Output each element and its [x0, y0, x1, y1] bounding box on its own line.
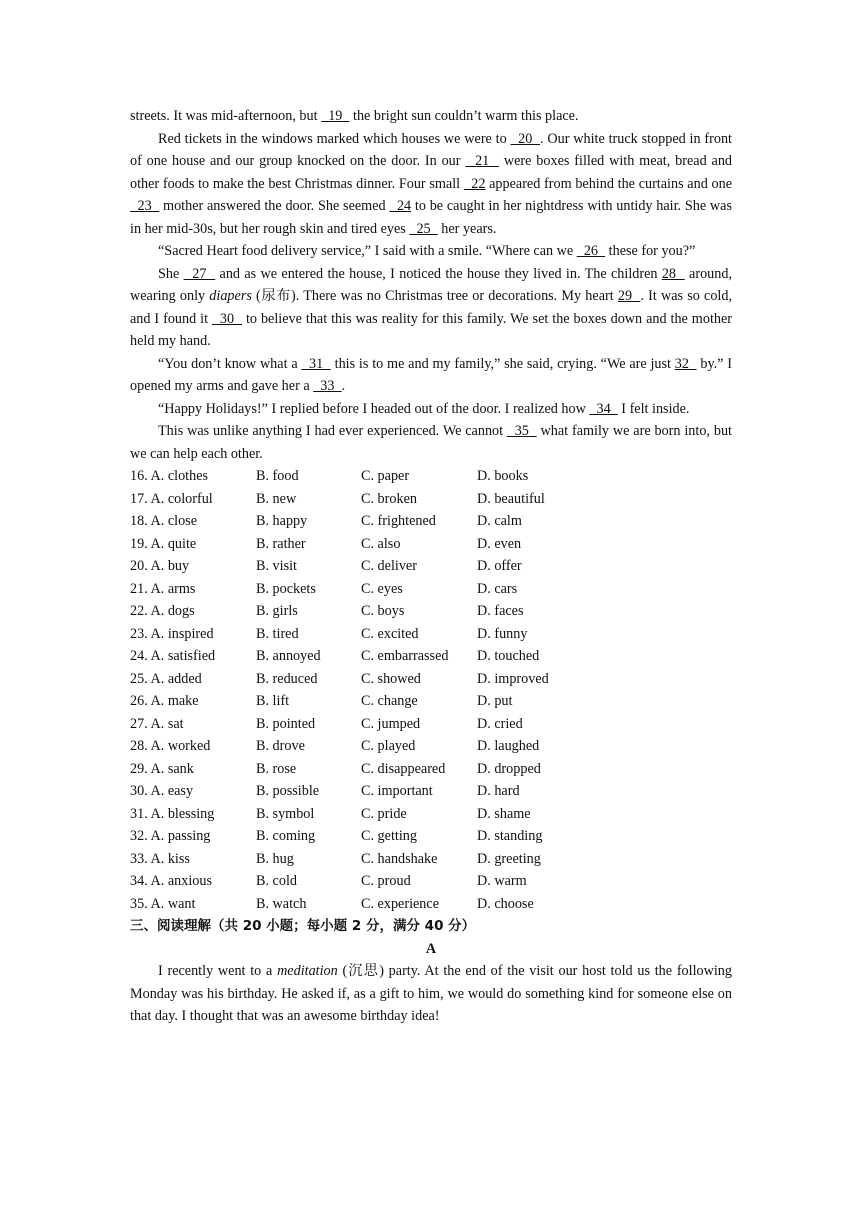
blank-19: 19 [321, 108, 350, 124]
option-b: B. food [256, 468, 299, 484]
option-d: D. touched [477, 648, 540, 664]
option-a: 21. A. arms [130, 580, 196, 597]
text: . It was so cold, and I found it [130, 288, 733, 327]
option-row [130, 758, 732, 781]
option-c: C. eyes [361, 580, 403, 597]
option-a: 23. A. inspired [130, 625, 214, 642]
option-b: B. cold [256, 873, 297, 889]
option-row [130, 488, 732, 511]
text: (沉思) party. At the end of the visit our host told us the following Monday was his birthday. He asked if, as a gift to him, we would do something kind for someone else on that day. I thought that was an awesome birthday idea! [130, 963, 732, 1024]
italic-word: meditation [277, 963, 338, 979]
option-b: B. hug [256, 850, 294, 867]
text: the bright sun couldn’t warm this place. [349, 108, 579, 124]
blank-32: 32 [674, 355, 697, 372]
text: streets. It was mid-afternoon, but [130, 108, 322, 124]
blank-24: 24 [389, 198, 412, 214]
option-c: C. jumped [361, 715, 421, 732]
option-b: B. possible [256, 783, 320, 799]
option-d: D. laughed [477, 738, 540, 754]
text: her years. [437, 220, 497, 237]
option-a: 33. A. kiss [130, 850, 190, 867]
option-a: 17. A. colorful [130, 490, 213, 507]
option-a: 34. A. anxious [130, 873, 212, 889]
option-d: D. hard [477, 783, 520, 799]
blank-26: 26 [576, 243, 606, 259]
option-a: 20. A. buy [130, 558, 190, 574]
option-d: D. standing [477, 828, 543, 844]
paragraph-4 [130, 263, 732, 353]
blank-22: 22 [463, 175, 486, 192]
option-c: C. important [361, 783, 433, 799]
option-a: 26. A. make [130, 693, 199, 709]
option-a: 18. A. close [130, 513, 197, 529]
option-row [130, 600, 732, 623]
option-b: B. reduced [256, 670, 318, 687]
blank-20: 20 [510, 130, 541, 147]
paragraph-5 [130, 353, 732, 398]
text: “Happy Holidays!” I replied before I headed out of the door. I realized how [158, 400, 590, 417]
option-d: D. improved [477, 670, 549, 687]
option-b: B. new [256, 490, 297, 507]
text: . [341, 378, 346, 394]
option-d: D. calm [477, 513, 522, 529]
option-b: B. visit [256, 558, 297, 574]
text: what family we are born into, but we can help each other. [130, 423, 732, 462]
option-d: D. beautiful [477, 490, 545, 507]
option-b: B. drove [256, 738, 305, 754]
option-d: D. funny [477, 625, 528, 642]
option-c: C. change [361, 693, 418, 709]
option-a: 25. A. added [130, 670, 202, 687]
part-label: A [425, 940, 437, 957]
blank-29: 29 [617, 288, 641, 304]
text: around, wearing only [130, 265, 732, 304]
option-c: C. broken [361, 490, 417, 507]
paragraph-6 [130, 398, 732, 421]
option-row [130, 780, 732, 803]
option-a: 32. A. passing [130, 828, 211, 844]
option-b: B. tired [256, 625, 299, 642]
option-a: 27. A. sat [130, 715, 184, 732]
italic-word: diapers [209, 288, 252, 304]
option-row [130, 465, 732, 488]
option-c: C. handshake [361, 850, 438, 867]
option-d: D. cars [477, 580, 518, 597]
text: mother answered the door. She seemed [159, 198, 390, 214]
option-a: 19. A. quite [130, 535, 197, 552]
option-row [130, 533, 732, 556]
option-c: C. frightened [361, 513, 436, 529]
blank-27: 27 [183, 265, 216, 282]
text: (尿布). There was no Christmas tree or decorations. My heart [251, 288, 618, 304]
option-a: 16. A. clothes [130, 468, 209, 484]
option-c: C. paper [361, 468, 410, 484]
option-d: D. shame [477, 805, 531, 822]
option-row [130, 735, 732, 758]
option-c: C. also [361, 535, 401, 552]
option-d: D. offer [477, 558, 522, 574]
option-b: B. pointed [256, 715, 316, 732]
option-a: 30. A. easy [130, 783, 194, 799]
option-c: C. proud [361, 873, 411, 889]
option-row [130, 690, 732, 713]
blank-23: 23 [130, 198, 160, 214]
paragraph-7 [130, 420, 732, 465]
blank-34: 34 [589, 400, 618, 417]
text: appeared from behind the curtains and one [485, 175, 732, 192]
option-d: D. faces [477, 603, 524, 619]
option-b: B. rather [256, 535, 306, 552]
text: this is to me and my family,” she said, crying. “We are just [330, 355, 675, 372]
text: to believe that this was reality for this family. We set the boxes down and the mother held my hand. [130, 310, 732, 349]
option-c: C. showed [361, 670, 421, 687]
option-b: B. rose [256, 760, 297, 777]
blank-25: 25 [409, 220, 438, 237]
option-d: D. choose [477, 895, 534, 912]
option-row [130, 555, 732, 578]
paragraph-2 [130, 128, 732, 241]
option-row [130, 848, 732, 871]
option-b: B. happy [256, 513, 308, 529]
option-a: 24. A. satisfied [130, 648, 216, 664]
option-row [130, 645, 732, 668]
option-row [130, 870, 732, 893]
option-c: C. embarrassed [361, 648, 449, 664]
text: “You don’t know what a [158, 355, 302, 372]
text: I felt inside. [617, 400, 690, 417]
option-d: D. books [477, 468, 529, 484]
text: to be caught in her nightdress with untidy hair. She was in her mid-30s, but her rough skin and tired eyes [130, 198, 732, 237]
option-d: D. cried [477, 715, 523, 732]
option-a: 31. A. blessing [130, 805, 215, 822]
option-b: B. watch [256, 895, 307, 912]
option-b: B. girls [256, 603, 298, 619]
blank-33: 33 [313, 378, 342, 394]
blank-28: 28 [661, 265, 685, 282]
option-c: C. boys [361, 603, 405, 619]
text: Red tickets in the windows marked which houses we were to [158, 130, 511, 147]
option-row [130, 510, 732, 533]
option-b: B. pockets [256, 580, 316, 597]
text: I recently went to a [158, 963, 278, 979]
option-d: D. put [477, 693, 513, 709]
option-c: C. deliver [361, 558, 417, 574]
option-c: C. played [361, 738, 416, 754]
reading-paragraph-1 [130, 960, 732, 1028]
text: She [158, 265, 184, 282]
option-row [130, 825, 732, 848]
blank-21: 21 [465, 153, 500, 169]
option-c: C. disappeared [361, 760, 446, 777]
option-c: C. getting [361, 828, 417, 844]
document-page [130, 105, 732, 1028]
option-d: D. warm [477, 873, 527, 889]
text: were boxes filled with meat, bread and other foods to make the best Christmas dinner. Four small [130, 153, 733, 192]
option-d: D. greeting [477, 850, 541, 867]
option-a: 35. A. want [130, 895, 196, 912]
option-b: B. annoyed [256, 648, 321, 664]
paragraph-1 [130, 105, 732, 128]
option-b: B. symbol [256, 805, 315, 822]
option-b: B. lift [256, 693, 290, 709]
option-row [130, 893, 732, 916]
option-b: B. coming [256, 828, 316, 844]
blank-30: 30 [212, 310, 243, 327]
option-c: C. excited [361, 625, 419, 642]
paragraph-3 [130, 240, 732, 263]
option-a: 22. A. dogs [130, 603, 195, 619]
option-row [130, 578, 732, 601]
blank-31: 31 [301, 355, 331, 372]
text: . Our white truck stopped in front of one house and our group knocked on the door. In our [130, 130, 732, 169]
option-d: D. dropped [477, 760, 541, 777]
text: these for you?” [605, 243, 696, 259]
text: and as we entered the house, I noticed the house they lived in. The children [215, 265, 662, 282]
options-list [130, 465, 732, 915]
option-row [130, 713, 732, 736]
blank-35: 35 [506, 423, 537, 439]
option-a: 28. A. worked [130, 738, 211, 754]
option-d: D. even [477, 535, 522, 552]
option-a: 29. A. sank [130, 760, 194, 777]
option-row [130, 623, 732, 646]
option-row [130, 803, 732, 826]
text: This was unlike anything I had ever experienced. We cannot [158, 423, 507, 439]
text: “Sacred Heart food delivery service,” I said with a smile. “Where can we [158, 243, 577, 259]
option-row [130, 668, 732, 691]
option-c: C. experience [361, 895, 439, 912]
option-c: C. pride [361, 805, 407, 822]
text: by.” I opened my arms and gave her a [130, 355, 733, 394]
section-title: 三、阅读理解（共 20 小题；每小题 2 分，满分 40 分） [130, 918, 476, 934]
